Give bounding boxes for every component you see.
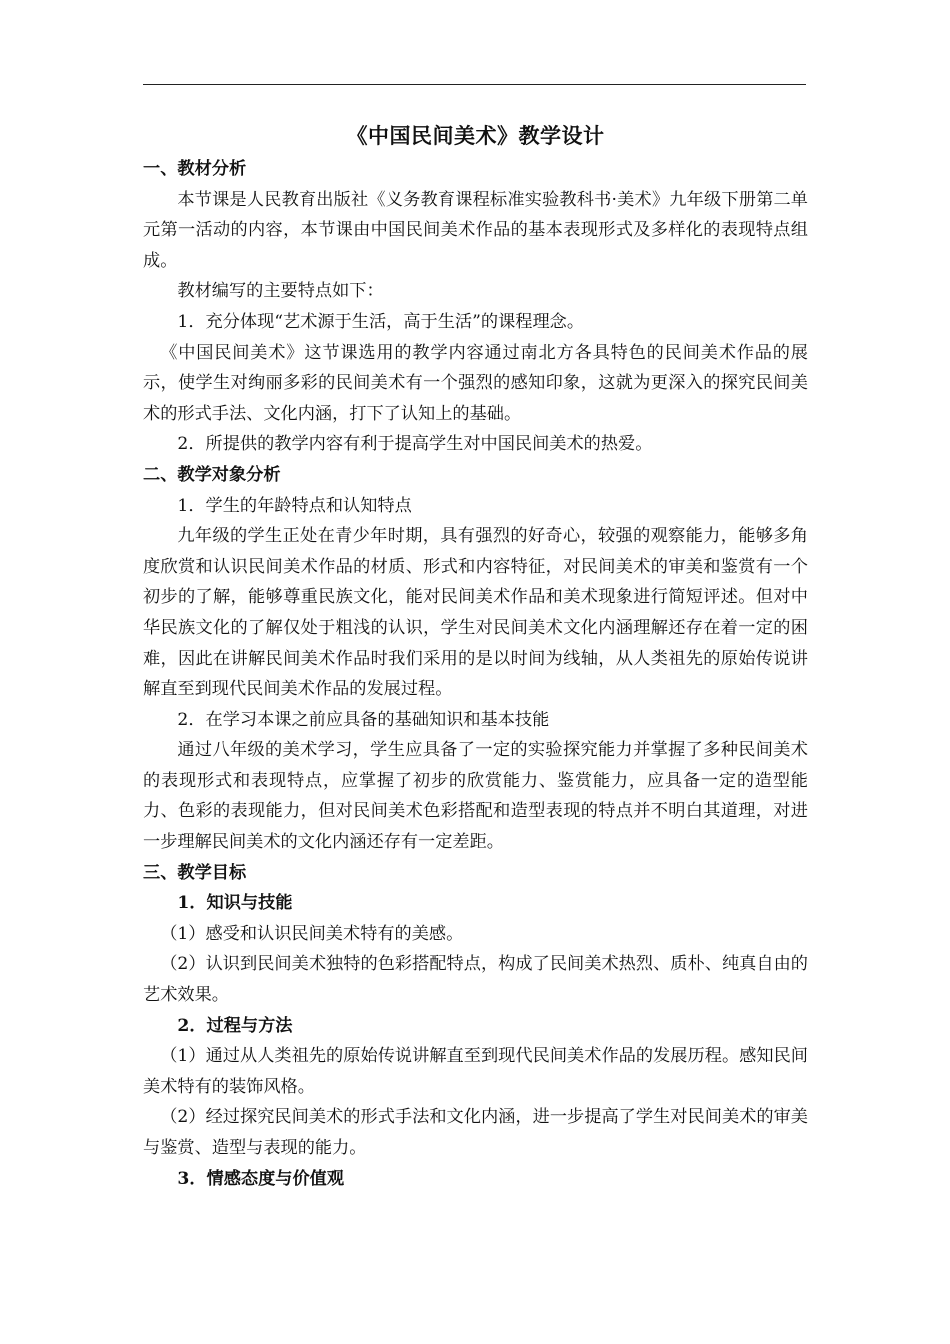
section-heading: 三、教学目标 xyxy=(143,862,247,883)
paragraph: 《中国民间美术》这节课选用的教学内容通过南北方各具特色的民间美术作品的展示，使学生对绚丽多彩的民间美术有一个强烈的感知印象，这就为更深入的探究民间美术的形式手法、文化内涵，打下了认知上的基础。 xyxy=(143,342,808,424)
paragraph: （1）感受和认识民间美术特有的美感。 xyxy=(160,923,464,944)
paragraph: 教材编写的主要特点如下： xyxy=(177,281,384,302)
subsection-heading: 3．情感态度与价值观 xyxy=(177,1168,345,1189)
paragraph: （2）经过探究民间美术的形式手法和文化内涵，进一步提高了学生对民间美术的审美与鉴赏、造型与表现的能力。 xyxy=(143,1107,808,1158)
section-heading: 一、教材分析 xyxy=(143,159,247,179)
paragraph: 2．在学习本课之前应具备的基础知识和基本技能 xyxy=(177,709,550,730)
paragraph: （1）通过从人类祖先的原始传说讲解直至到现代民间美术作品的发展历程。感知民间美术特有的装饰风格。 xyxy=(143,1046,808,1097)
document-body xyxy=(143,118,808,1194)
paragraph: （2）认识到民间美术独特的色彩搭配特点，构成了民间美术热烈、质朴、纯真自由的艺术效果。 xyxy=(143,954,808,1006)
paragraph: 通过八年级的美术学习，学生应具备了一定的实验探究能力并掌握了多种民间美术的表现形式和表现特点，应掌握了初步的欣赏能力、鉴赏能力，应具备一定的造型能力、色彩的表现能力，但对民间美术色彩搭配和造型表现的特点并不明白其道理，对进一步理解民间美术的文化内涵还存有一定差距。 xyxy=(143,740,808,853)
subsection-heading: 1．知识与技能 xyxy=(177,893,293,914)
paragraph: 九年级的学生正处在青少年时期，具有强烈的好奇心，较强的观察能力，能够多角度欣赏和认识民间美术作品的材质、形式和内容特征，对民间美术的审美和鉴赏有一个初步的了解，能够尊重民族文化，能对民间美术作品和美术现象进行简短评述。但对中华民族文化的了解仅处于粗浅的认识，学生对民间美术文化内涵理解还存在着一定的困难，因此在讲解民间美术作品时我们采用的是以时间为线轴，从人类祖先的原始传说讲解直至到现代民间美术作品的发展过程。 xyxy=(143,526,808,700)
subsection-heading: 2．过程与方法 xyxy=(177,1015,293,1036)
section-heading: 二、教学对象分析 xyxy=(143,464,281,485)
paragraph: 本节课是人民教育出版社《义务教育课程标准实验教科书·美术》九年级下册第二单元第一活动的内容，本节课由中国民间美术作品的基本表现形式及多样化的表现特点组成。 xyxy=(143,189,808,271)
paragraph: 1．学生的年龄特点和认知特点 xyxy=(177,495,412,516)
header-rule xyxy=(143,84,806,85)
paragraph: 1．充分体现“艺术源于生活，高于生活”的课程理念。 xyxy=(177,311,585,332)
paragraph-list xyxy=(143,154,808,1194)
paragraph: 2．所提供的教学内容有利于提高学生对中国民间美术的热爱。 xyxy=(177,434,653,455)
document-title: 《中国民间美术》教学设计 xyxy=(346,123,605,148)
